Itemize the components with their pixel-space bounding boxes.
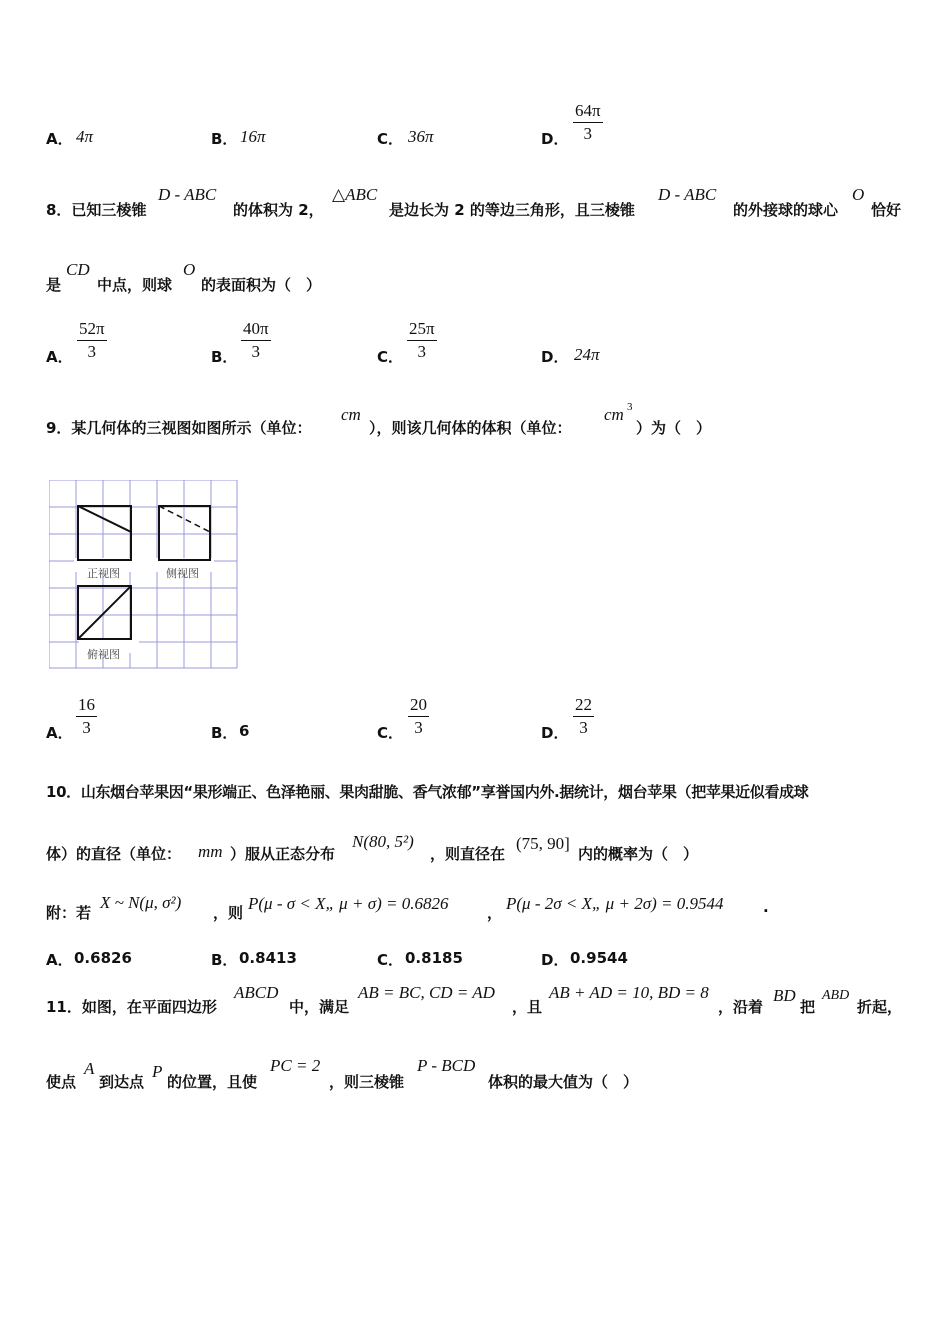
q8-opt-b-label: B． bbox=[211, 348, 238, 366]
fraction-numerator: 20 bbox=[408, 694, 429, 717]
q11-math-8: PC = 2 bbox=[270, 1056, 321, 1075]
q9-opt-d-fraction bbox=[573, 694, 594, 739]
q8-math-6: O bbox=[183, 260, 196, 279]
q11-math-9: P - BCD bbox=[417, 1056, 476, 1075]
q8-opt-b-fraction bbox=[241, 318, 271, 363]
side-view-caption: 侧视图 bbox=[166, 567, 199, 580]
q11-math-6: A bbox=[84, 1059, 95, 1078]
q10-math-3: (75, 90] bbox=[516, 834, 570, 853]
q9-math-2: cm bbox=[604, 405, 624, 424]
q10-text-7: ， bbox=[487, 904, 503, 922]
q11-text-7: 使点 bbox=[46, 1073, 77, 1091]
q11-math-7: P bbox=[152, 1062, 163, 1081]
q10-text-1: 体）的直径（单位： bbox=[46, 845, 182, 863]
q11-math-1: ABCD bbox=[234, 983, 279, 1002]
q11-text-5: 把 bbox=[800, 998, 816, 1016]
q9-opt-b-value: 6 bbox=[239, 722, 250, 740]
q9-opt-a-fraction bbox=[76, 694, 97, 739]
fraction-denominator: 3 bbox=[417, 342, 427, 361]
fraction-denominator: 3 bbox=[583, 124, 593, 143]
q8-text-1: 8．已知三棱锥 bbox=[46, 201, 147, 219]
q11-text-3: ，且 bbox=[512, 998, 543, 1016]
q10-opt-c-value: 0.8185 bbox=[405, 949, 463, 967]
front-view-caption: 正视图 bbox=[87, 567, 120, 580]
q11-math-3: AB + AD = 10, BD = 8 bbox=[549, 983, 709, 1002]
q7-opt-b-label: B． bbox=[211, 130, 238, 148]
fraction-numerator: 25π bbox=[407, 318, 437, 341]
q8-opt-d-label: D． bbox=[541, 348, 569, 366]
q10-text-5: 附：若 bbox=[46, 904, 92, 922]
q11-text-11: 体积的最大值为（ ） bbox=[488, 1073, 639, 1091]
q10-math-4: X ~ N(μ, σ²) bbox=[100, 893, 182, 912]
fraction-denominator: 3 bbox=[579, 718, 588, 737]
q11-text-2: 中，满足 bbox=[289, 998, 350, 1016]
q8-text-3: 是边长为 2 的等边三角形，且三棱锥 bbox=[389, 201, 635, 219]
q8-opt-d-value: 24π bbox=[574, 345, 600, 364]
q7-opt-c-value: 36π bbox=[408, 127, 434, 146]
fraction-denominator: 3 bbox=[414, 718, 423, 737]
fraction-numerator: 22 bbox=[573, 694, 594, 717]
top-view-caption: 俯视图 bbox=[87, 648, 120, 661]
front-view-edge bbox=[78, 506, 131, 532]
q8-opt-a-fraction bbox=[77, 318, 107, 363]
q10-text-8: . bbox=[763, 898, 769, 916]
q8-opt-c-label: C． bbox=[377, 348, 404, 366]
fraction-numerator: 40π bbox=[241, 318, 271, 341]
three-view-diagram bbox=[49, 480, 239, 670]
q10-opt-b-label: B． bbox=[211, 951, 238, 969]
q11-math-2: AB = BC, CD = AD bbox=[358, 983, 495, 1002]
q10-math-2: N(80, 5²) bbox=[352, 832, 414, 851]
q11-text-4: ，沿着 bbox=[718, 998, 764, 1016]
q8-text-2: 的体积为 2， bbox=[233, 201, 324, 219]
top-view-diagonal bbox=[78, 586, 131, 639]
q8-math-3: D - ABC bbox=[658, 185, 717, 204]
q9-opt-d-label: D． bbox=[541, 724, 569, 742]
q8-math-2: △ABC bbox=[332, 185, 378, 204]
q9-opt-c-label: C． bbox=[377, 724, 404, 742]
q9-text-1: 9．某几何体的三视图如图所示（单位： bbox=[46, 419, 312, 437]
q10-opt-a-label: A． bbox=[46, 951, 73, 969]
q11-text-10: ，则三棱锥 bbox=[329, 1073, 405, 1091]
fraction-numerator: 52π bbox=[77, 318, 107, 341]
q7-opt-a-label: A． bbox=[46, 130, 73, 148]
q10-line-1: 10．山东烟台苹果因“果形端正、色泽艳丽、果肉甜脆、香气浓郁”享誉国内外.据统计，烟台苹果（把苹果近似看成球 bbox=[46, 783, 809, 801]
q10-opt-d-value: 0.9544 bbox=[570, 949, 628, 967]
q9-math-2-sup: 3 bbox=[627, 401, 633, 413]
q10-text-6: ，则 bbox=[213, 904, 244, 922]
q9-text-3: ）为（ ） bbox=[636, 419, 712, 437]
fraction-denominator: 3 bbox=[87, 342, 97, 361]
q7-opt-a-value: 4π bbox=[76, 127, 94, 146]
q11-math-5: ABD bbox=[822, 988, 850, 1003]
q9-opt-a-label: A． bbox=[46, 724, 73, 742]
q11-math-4: BD bbox=[773, 986, 796, 1005]
q8-text-8: 的表面积为（ ） bbox=[201, 276, 322, 294]
q8-opt-a-label: A． bbox=[46, 348, 73, 366]
q7-opt-c-label: C． bbox=[377, 130, 404, 148]
q10-math-5: P(μ - σ < X„ μ + σ) = 0.6826 bbox=[248, 894, 449, 913]
q10-math-6: P(μ - 2σ < X„ μ + 2σ) = 0.9544 bbox=[506, 894, 724, 913]
q9-text-2: ），则该几何体的体积（单位： bbox=[369, 419, 572, 437]
front-view-square bbox=[78, 506, 131, 560]
q8-opt-c-fraction bbox=[407, 318, 437, 363]
q10-text-3: ，则直径在 bbox=[430, 845, 506, 863]
q10-opt-d-label: D． bbox=[541, 951, 569, 969]
q10-opt-c-label: C． bbox=[377, 951, 404, 969]
q11-text-1: 11．如图，在平面四边形 bbox=[46, 998, 217, 1016]
q8-math-1: D - ABC bbox=[158, 185, 217, 204]
q9-opt-b-label: B． bbox=[211, 724, 238, 742]
q7-opt-d-label: D． bbox=[541, 130, 569, 148]
q10-text-2: ）服从正态分布 bbox=[230, 845, 336, 863]
q11-text-9: 的位置，且使 bbox=[167, 1073, 258, 1091]
q9-opt-c-fraction bbox=[408, 694, 429, 739]
q8-text-5: 恰好 bbox=[871, 201, 902, 219]
q10-opt-a-value: 0.6826 bbox=[74, 949, 132, 967]
q8-math-5: CD bbox=[66, 260, 90, 279]
q10-text-4: 内的概率为（ ） bbox=[578, 845, 699, 863]
q8-text-7: 中点，则球 bbox=[97, 276, 173, 294]
q8-math-4: O bbox=[852, 185, 865, 204]
fraction-numerator: 64π bbox=[573, 100, 603, 123]
q8-text-6: 是 bbox=[46, 276, 62, 294]
three-view-figure bbox=[49, 480, 239, 670]
q10-opt-b-value: 0.8413 bbox=[239, 949, 297, 967]
q7-opt-d-fraction bbox=[573, 100, 603, 145]
fraction-denominator: 3 bbox=[251, 342, 261, 361]
fraction-numerator: 16 bbox=[76, 694, 97, 717]
q7-opt-b-value: 16π bbox=[240, 127, 266, 146]
q10-math-1: mm bbox=[198, 842, 223, 861]
q8-text-4: 的外接球的球心 bbox=[733, 201, 839, 219]
q9-math-1: cm bbox=[341, 405, 361, 424]
q11-text-8: 到达点 bbox=[99, 1073, 145, 1091]
q11-text-6: 折起， bbox=[857, 998, 903, 1016]
fraction-denominator: 3 bbox=[82, 718, 91, 737]
